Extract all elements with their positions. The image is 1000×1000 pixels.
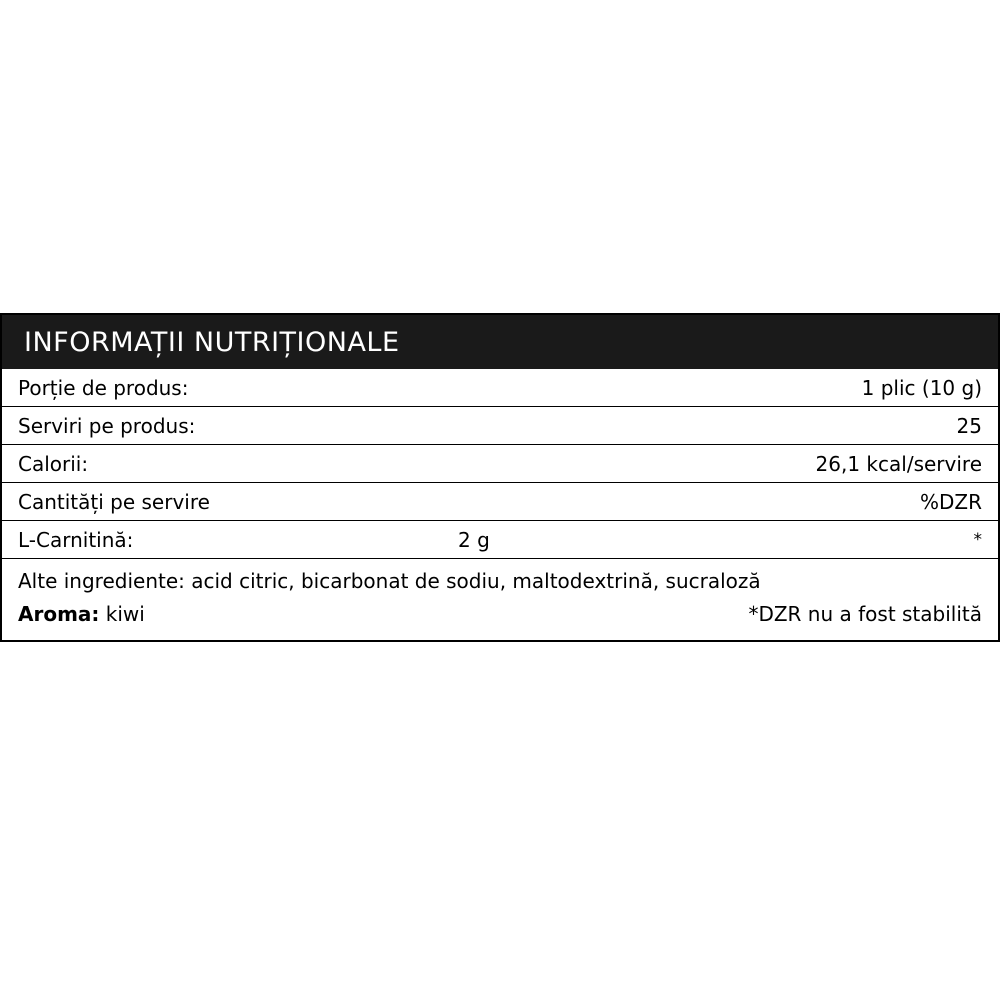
table-row [2,369,998,407]
row-dzr-l-carnitine: * [973,529,982,550]
nutrition-rows [2,369,998,559]
row-value-calories: 26,1 kcal/servire [815,451,982,476]
row-value-dzr-header: %DZR [919,489,982,514]
row-label-calories: Calorii: [18,451,89,476]
row-value-serving-size: 1 plic (10 g) [861,375,982,400]
dzr-footnote: *DZR nu a fost stabilită [748,602,982,626]
nutrition-panel-header [2,315,998,369]
other-ingredients-text: Alte ingrediente: acid citric, bicarbonat de sodiu, maltodextrină, sucraloză [18,569,761,593]
row-label-l-carnitine: L-Carnitină: [18,527,134,552]
row-value-servings-per-container: 25 [956,413,982,438]
aroma-value: kiwi [105,602,145,626]
row-amount-l-carnitine: 2 g [458,527,490,552]
footer-last-line [18,602,982,626]
aroma-label: Aroma: [18,602,100,626]
row-label-serving-size: Porție de produs: [18,375,189,400]
row-label-amount-per-serving: Cantități pe servire [18,489,210,514]
panel-title: INFORMAȚII NUTRIȚIONALE [24,326,400,358]
table-row [2,521,998,559]
table-row [2,407,998,445]
table-row [2,483,998,521]
aroma-line [18,602,145,626]
row-label-servings-per-container: Serviri pe produs: [18,413,196,438]
table-row [2,445,998,483]
nutrition-facts-panel [0,313,1000,642]
nutrition-footer [2,559,998,640]
